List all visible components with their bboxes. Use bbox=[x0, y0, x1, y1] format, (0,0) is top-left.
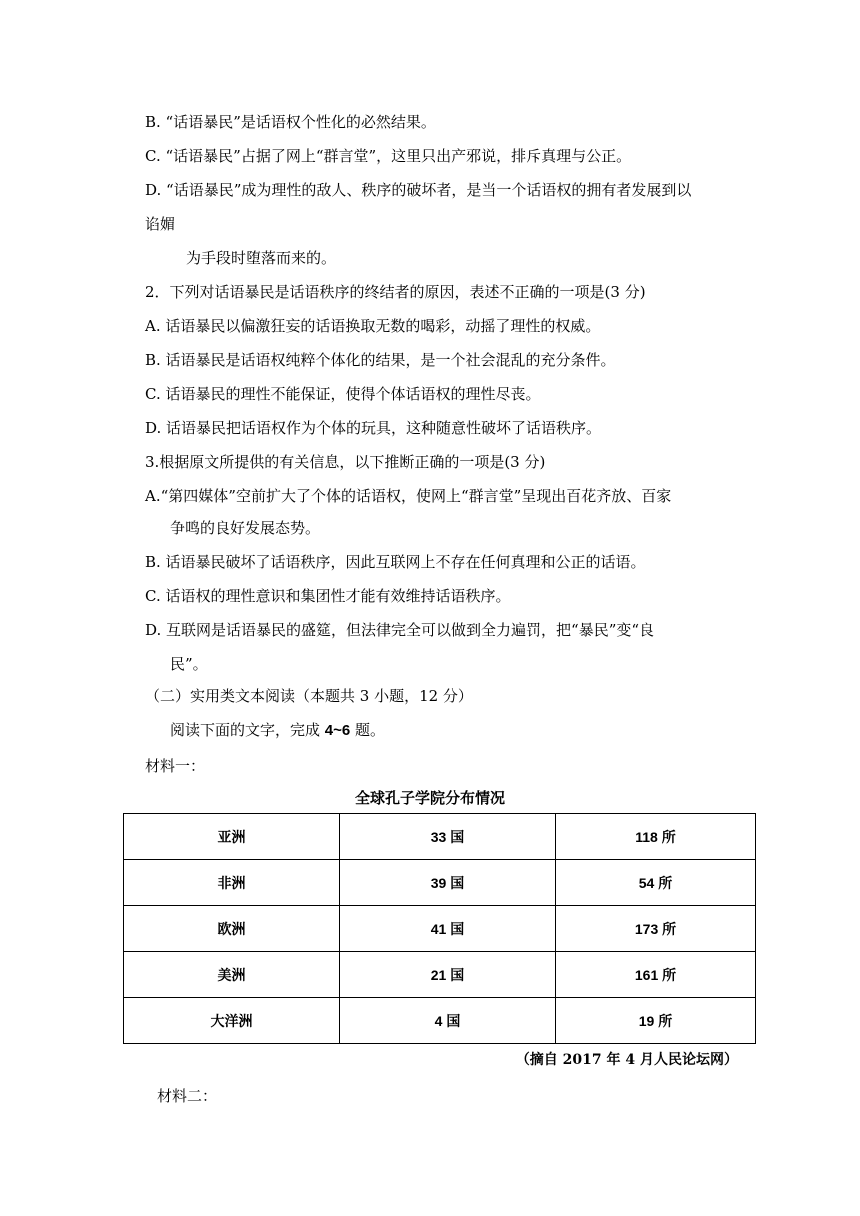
instruction-range: 4~6 bbox=[324, 722, 351, 739]
q1-option-d-line1: D. “话语暴民”成为理性的敌人、秩序的破坏者，是当一个话语权的拥有者发展到以 bbox=[145, 181, 692, 199]
q3-option-a-line2: 争鸣的良好发展态势。 bbox=[170, 519, 321, 537]
q2-option-d: D. 话语暴民把话语权作为个体的玩具，这种随意性破坏了话语秩序。 bbox=[145, 419, 602, 437]
table-row bbox=[124, 906, 756, 952]
table-row bbox=[124, 998, 756, 1044]
q1-option-d-line3: 为手段时堕落而来的。 bbox=[186, 249, 337, 267]
q2-stem: 2．下列对话语暴民是话语秩序的终结者的原因，表述不正确的一项是(3 分) bbox=[145, 283, 646, 301]
q2-option-c: C. 话语暴民的理性不能保证，使得个体话语权的理性尽丧。 bbox=[145, 385, 541, 403]
distribution-table-body bbox=[124, 814, 756, 1044]
table-row bbox=[124, 952, 756, 998]
q1-option-b: B. “话语暴民”是话语权个性化的必然结果。 bbox=[145, 113, 436, 131]
table-row bbox=[124, 860, 756, 906]
q1-option-c: C. “话语暴民”占据了网上“群言堂”，这里只出产邪说，排斥真理与公正。 bbox=[145, 147, 632, 165]
section2-heading: （二）实用类文本阅读（本题共 3 小题，12 分） bbox=[145, 687, 473, 705]
q3-option-b: B. 话语暴民破坏了话语秩序，因此互联网上不存在任何真理和公正的话语。 bbox=[145, 553, 646, 571]
region-cell: 非洲 bbox=[124, 860, 340, 906]
institutes-cell: 161 所 bbox=[556, 952, 756, 998]
institutes-cell: 19 所 bbox=[556, 998, 756, 1044]
countries-cell: 21 国 bbox=[340, 952, 556, 998]
table-row bbox=[124, 814, 756, 860]
q1-option-d-line2: 谄媚 bbox=[145, 215, 176, 233]
q3-option-d-line2: 民”。 bbox=[170, 655, 208, 673]
countries-cell: 39 国 bbox=[340, 860, 556, 906]
institutes-cell: 173 所 bbox=[556, 906, 756, 952]
q3-option-c: C. 话语权的理性意识和集团性才能有效维持话语秩序。 bbox=[145, 587, 511, 605]
table-title: 全球孔子学院分布情况 bbox=[354, 789, 505, 807]
table-source: （摘自 2017 年 4 月人民论坛网） bbox=[515, 1052, 738, 1068]
section2-instruction bbox=[170, 720, 385, 741]
countries-cell: 4 国 bbox=[340, 998, 556, 1044]
instruction-prefix: 阅读下面的文字，完成 bbox=[170, 721, 325, 739]
region-cell: 亚洲 bbox=[124, 814, 340, 860]
q3-stem: 3.根据原文所提供的有关信息，以下推断正确的一项是(3 分) bbox=[145, 453, 546, 471]
institutes-cell: 118 所 bbox=[556, 814, 756, 860]
institutes-cell: 54 所 bbox=[556, 860, 756, 906]
q2-option-b: B. 话语暴民是话语权纯粹个体化的结果，是一个社会混乱的充分条件。 bbox=[145, 351, 616, 369]
material1-label: 材料一： bbox=[145, 757, 206, 775]
q3-option-a-line1: A.“第四媒体”空前扩大了个体的话语权，使网上“群言堂”呈现出百花齐放、百家 bbox=[145, 487, 672, 505]
q2-option-a: A. 话语暴民以偏激狂妄的话语换取无数的喝彩，动摇了理性的权威。 bbox=[145, 317, 601, 335]
region-cell: 美洲 bbox=[124, 952, 340, 998]
distribution-table bbox=[123, 813, 756, 1044]
material2-label: 材料二： bbox=[157, 1087, 218, 1105]
countries-cell: 33 国 bbox=[340, 814, 556, 860]
q3-option-d-line1: D. 互联网是话语暴民的盛筵，但法律完全可以做到全力遍罚，把“暴民”变“良 bbox=[145, 621, 655, 639]
region-cell: 大洋洲 bbox=[124, 998, 340, 1044]
instruction-suffix: 题。 bbox=[350, 721, 386, 739]
countries-cell: 41 国 bbox=[340, 906, 556, 952]
region-cell: 欧洲 bbox=[124, 906, 340, 952]
